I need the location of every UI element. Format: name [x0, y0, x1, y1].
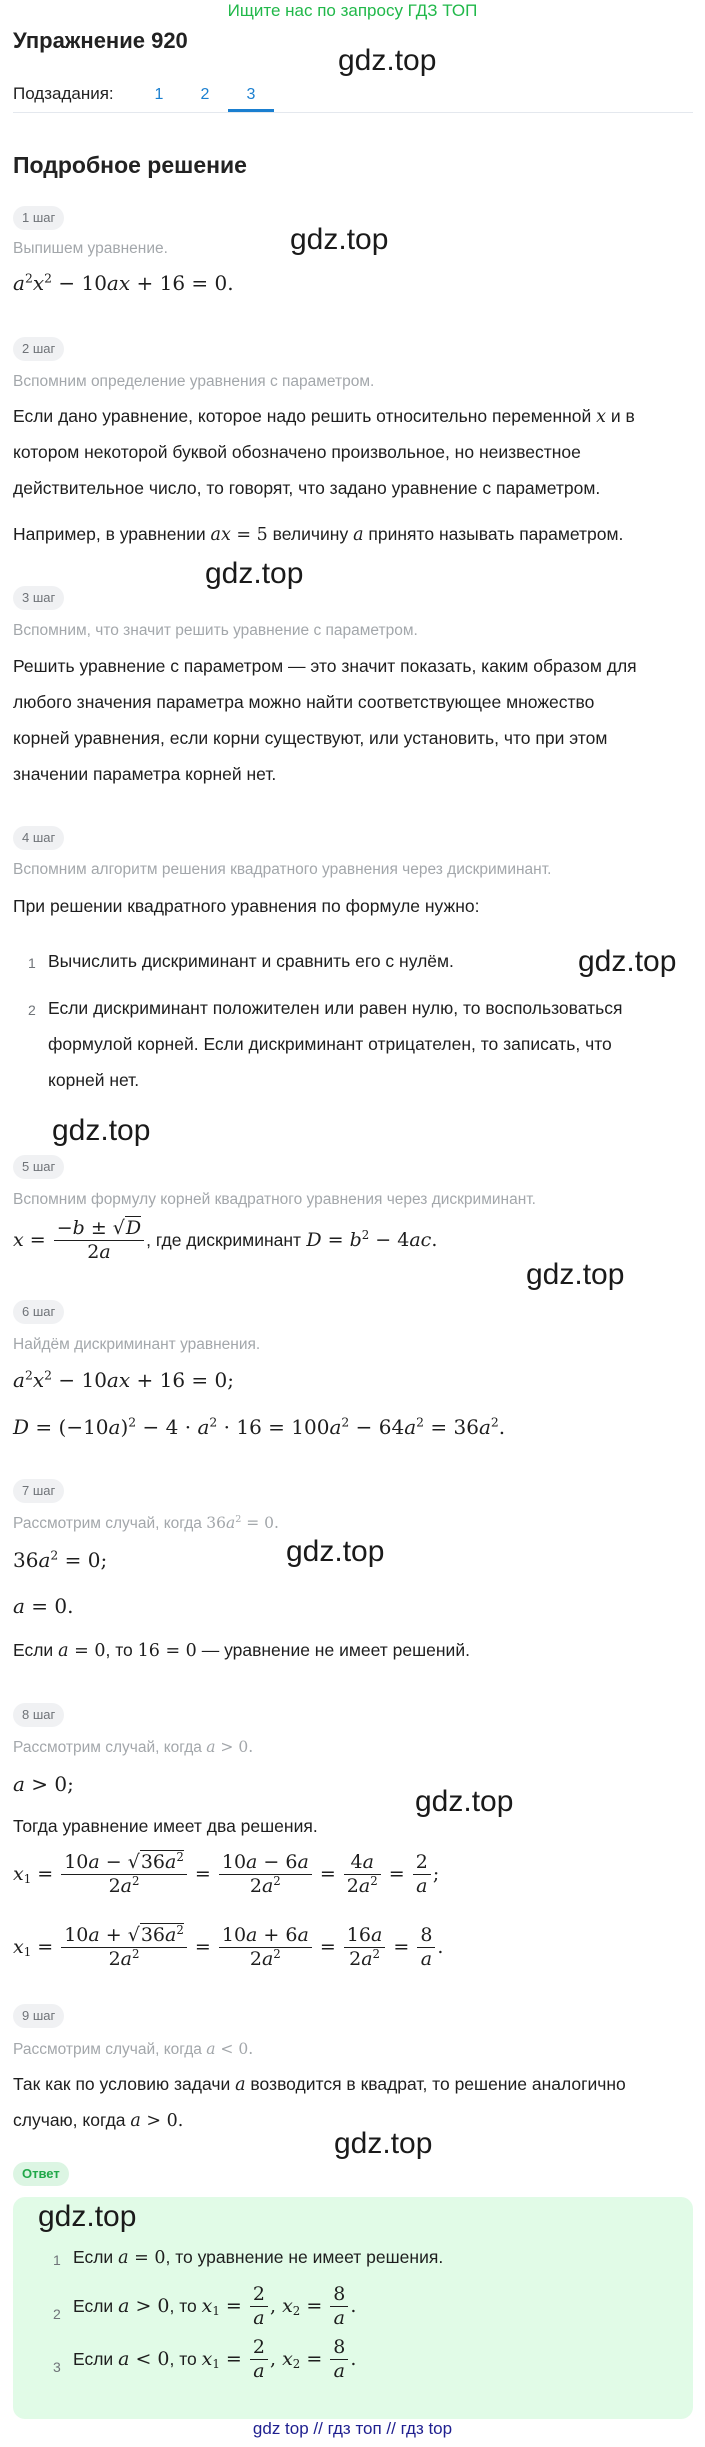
step-2-line-2: котором некоторой буквой обозначено произвольное, но неизвестное [13, 442, 581, 462]
step-badge-6: 6 шаг [13, 1300, 64, 1324]
subtask-tab-2[interactable]: 2 [200, 86, 210, 103]
exercise-title: Упражнение 920 [13, 28, 188, 53]
list-number: 1 [28, 955, 36, 971]
answer-item-1: Если a = 0, то уравнение не имеет решения. [73, 2247, 444, 2268]
step-6-hint: Найдём дискриминант уравнения. [13, 1336, 261, 1353]
step-4-hint: Вспомним алгоритм решения квадратного уравнения через дискриминант. [13, 861, 552, 878]
step-7-equation-1: $36a^2 = 0$; [13, 1547, 108, 1572]
step-2-hint: Вспомним определение уравнения с параметром. [13, 373, 375, 390]
watermark: gdz.top [334, 2127, 433, 2160]
answer-badge: Ответ [13, 2162, 69, 2186]
watermark: gdz.top [290, 223, 389, 256]
step-2-line-3: действительное число, то говорят, что задано уравнение с параметром. [13, 478, 601, 498]
step-9-line-2: случаю, когда a > 0. [13, 2110, 184, 2131]
step-badge-2: 2 шаг [13, 337, 64, 361]
subtasks-divider [13, 112, 693, 113]
step-9-hint: Рассмотрим случай, когда a < 0. [13, 2040, 254, 2058]
step-badge-4: 4 шаг [13, 826, 64, 850]
step-3-line-2: любого значения параметра можно найти соответствующее множество [13, 692, 595, 712]
watermark: gdz.top [526, 1258, 625, 1291]
step-8-hint: Рассмотрим случай, когда a > 0. [13, 1738, 254, 1756]
watermark: gdz.top [38, 2200, 137, 2233]
step-7-hint: Рассмотрим случай, когда $36a^2 = 0$. [13, 1514, 279, 1532]
step-badge-8: 8 шаг [13, 1703, 64, 1727]
step-3-line-4: значении параметра корней нет. [13, 764, 277, 784]
step-8-root-2: $x_1$ = $\frac{10a + √36a^2}{2a^2}$ = $\frac{10a + 6a}{2a^2}$ = $\frac{16a}{2a^2}$ = $\frac{8}{a}$ . [13, 1922, 444, 1970]
answer-item-2: Если a > 0, то $x_1$ = $\frac{2}{a}$ , $x_2$ = $\frac{8}{a}$ . [73, 2283, 357, 2329]
step-4-item-2-line-2: формулой корней. Если дискриминант отрицателен, то записать, что [48, 1034, 612, 1054]
list-number: 1 [53, 2252, 61, 2268]
step-7-equation-2: a = 0. [13, 1594, 74, 1618]
subtasks-tabs [136, 78, 274, 112]
step-1-hint: Выпишем уравнение. [13, 240, 168, 257]
subtask-tab-1[interactable]: 1 [154, 86, 164, 103]
answer-item-3: Если a < 0, то $x_1$ = $\frac{2}{a}$ , $x_2$ = $\frac{8}{a}$ . [73, 2336, 357, 2382]
solution-title: Подробное решение [13, 152, 247, 178]
step-2-line-1: Если дано уравнение, которое надо решить относительно переменной x и в [13, 406, 635, 427]
step-3-hint: Вспомним, что значит решить уравнение с параметром. [13, 622, 418, 639]
step-4-item-2-line-1: Если дискриминант положителен или равен нулю, то воспользоваться [48, 998, 623, 1018]
watermark: gdz.top [286, 1535, 385, 1568]
subtask-tab-3[interactable]: 3 [228, 78, 274, 112]
search-banner[interactable]: Ищите нас по запросу ГДЗ ТОП [227, 1, 478, 20]
list-number: 2 [53, 2306, 61, 2322]
watermark: gdz.top [52, 1114, 151, 1147]
step-8-text: Тогда уравнение имеет два решения. [13, 1816, 318, 1836]
step-8-condition: a > 0; [13, 1772, 74, 1796]
watermark: gdz.top [415, 1785, 514, 1818]
step-9-line-1: Так как по условию задачи a возводится в квадрат, то решение аналогично [13, 2074, 626, 2095]
list-number: 2 [28, 1002, 36, 1018]
step-1-equation: $a^2x^2 - 10ax + 16 = 0$. [13, 270, 234, 295]
subtasks-label: Подзадания: [13, 84, 114, 103]
step-6-discriminant: $D = (-10a)^2 - 4 \cdot a^2 \cdot 16 = 100a^2 - 64a^2 = 36a^2$. [13, 1414, 506, 1439]
step-4-item-2-line-3: корней нет. [48, 1070, 140, 1090]
step-7-conclusion: Если a = 0, то 16 = 0 — уравнение не имеет решений. [13, 1640, 470, 1661]
step-2-example: Например, в уравнении ax = 5 величину a принято называть параметром. [13, 524, 624, 545]
step-6-equation: $a^2x^2 - 10ax + 16 = 0$; [13, 1367, 234, 1392]
step-badge-1: 1 шаг [13, 206, 64, 230]
step-3-line-1: Решить уравнение с параметром — это значит показать, каким образом для [13, 656, 637, 676]
list-number: 3 [53, 2359, 61, 2375]
step-5-hint: Вспомним формулу корней квадратного уравнения через дискриминант. [13, 1191, 536, 1208]
watermark: gdz.top [578, 945, 677, 978]
watermark: gdz.top [338, 44, 437, 77]
step-badge-9: 9 шаг [13, 2004, 64, 2028]
step-4-item-1: Вычислить дискриминант и сравнить его с нулём. [48, 951, 454, 971]
step-badge-5: 5 шаг [13, 1155, 64, 1179]
watermark: gdz.top [205, 557, 304, 590]
step-4-intro: При решении квадратного уравнения по формуле нужно: [13, 896, 480, 916]
step-5-formula: x = $\frac{-b \pm √D}{2a}$ , где дискриминант $D = b^2 - 4ac$. [13, 1217, 438, 1263]
step-3-line-3: корней уравнения, если корни существуют, или установить, что при этом [13, 728, 608, 748]
step-badge-7: 7 шаг [13, 1479, 64, 1503]
footer-links[interactable]: gdz top // гдз топ // гдз top [252, 2419, 453, 2438]
step-badge-3: 3 шаг [13, 586, 64, 610]
step-8-root-1: $x_1$ = $\frac{10a - √36a^2}{2a^2}$ = $\frac{10a - 6a}{2a^2}$ = $\frac{4a}{2a^2}$ = $\frac{2}{a}$ ; [13, 1849, 440, 1897]
